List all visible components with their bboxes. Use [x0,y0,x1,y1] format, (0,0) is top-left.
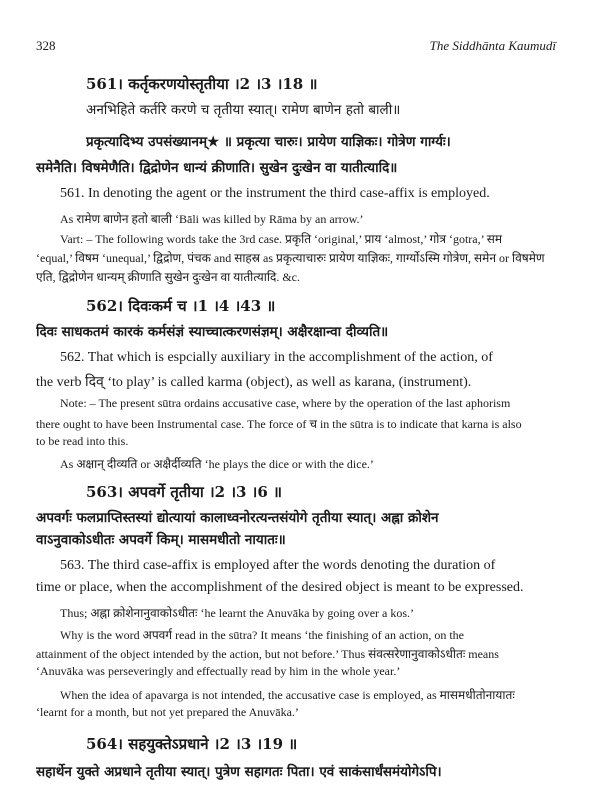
vartika-line: समेनैति। विषमेणैति। द्विद्रोणेन धान्यं क्रीणाति। सुखेन दुःखेन वा यातीत्यादि॥ [36,160,398,176]
translation-line: Note: – The present sūtra ordains accusative case, where by the operation of the last aphorism [60,396,511,410]
sutra-commentary-line: सहार्थेन युक्ते अप्रधाने तृतीया स्यात्। पुत्रेण सहागतः पिता। एवं साकंसार्धंसमंयोगेऽपि। [36,764,442,780]
running-header [36,38,556,56]
translation-line: 563. The third case-affix is employed after the words denoting the duration of [60,558,496,573]
translation-line: ‘Anuvāka was perseveringly and effectually read by him in the whole year.’ [36,664,401,678]
translation-line: ‘learnt for a month, but not yet prepared the Anuvāka.’ [36,705,299,719]
translation-line: Thus; अह्ना क्रोशेनानुवाकोऽधीतः ‘he learnt the Anuvāka by going over a kos.’ [60,606,415,620]
translation-line: 562. That which is espcially auxiliary in the accomplishment of the action, of [60,350,493,365]
sutra-commentary-line: वाऽनुवाकोऽधीतः अपवर्गे किम्। मासमधीतो नायातः॥ [36,532,286,548]
book-title: The Siddhānta Kaumudī [429,38,556,53]
sutra-commentary-line: अनभिहिते कर्तरि करणे च तृतीया स्यात्। रामेण बाणेन हतो बाली॥ [86,102,401,118]
translation-line: time or place, when the accomplishment of the desired object is meant to be expressed. [36,580,524,595]
sutra-commentary-line: दिवः साधकतमं कारकं कर्मसंज्ञं स्याच्चात्करणसंज्ञम्। अक्षैरक्षान्वा दीव्यति॥ [36,324,389,340]
sutra-heading-564: 564। सहयुक्तेऽप्रधाने ।2 ।3 ।19 ॥ [86,735,298,753]
translation-line: Why is the word अपवर्ग read in the sūtra? It means ‘the finishing of an action, on the [60,628,464,642]
page-number: 328 [36,38,56,53]
sutra-commentary-line: अपवर्गः फलप्राप्तिस्तस्यां द्योत्यायां कालाध्वनोरत्यन्तसंयोगे तृतीया स्यात्। अह्ना क्रोशेन [36,510,439,526]
translation-line: As रामेण बाणेन हतो बाली ‘Bāli was killed by Rāma by an arrow.’ [60,212,364,226]
translation-line: When the idea of apavarga is not intended, the accusative case is employed, as मासमधीतोनायातः [60,688,515,702]
translation-line: As अक्षान् दीव्यति or अक्षैर्दीव्यति ‘he plays the dice or with the dice.’ [60,457,374,471]
sutra-heading-562: 562। दिवःकर्म च ।1 ।4 ।43 ॥ [86,297,276,315]
translation-line: Vart: – The following words take the 3rd case. प्रकृति ‘original,’ प्राय ‘almost,’ गोत्र ‘gotra,’ सम [60,232,503,246]
translation-line: ‘equal,’ विषम ‘unequal,’ द्विद्रोण, पंचक and साहस्र as प्रकृत्याचारुः प्रायेण याज्ञिकः, गार्ग्योऽस्मि गोत्रेण, समेन or विषमेण [36,251,545,265]
vartika-line: प्रकृत्यादिभ्य उपसंख्यानम्★ ॥ प्रकृत्या चारुः। प्रायेण याज्ञिकः। गोत्रेण गार्ग्यः। [86,134,451,150]
translation-line: there ought to have been Instrumental case. The force of च in the sūtra is to indicate that karna is also [36,417,522,431]
translation-line: 561. In denoting the agent or the instrument the third case-affix is employed. [60,186,490,201]
translation-line: एति, द्विद्रोणेन धान्यम् क्रीणाति सुखेन दुःखेन वा यातीत्यादि. &c. [36,270,300,284]
sutra-heading-561: 561। कर्तृकरणयोस्तृतीया ।2 ।3 ।18 ॥ [86,75,318,93]
translation-line: to be read into this. [36,434,129,448]
sutra-heading-563: 563। अपवर्गे तृतीया ।2 ।3 ।6 ॥ [86,483,283,501]
translation-line: attainment of the object intended by the action, but not before.’ Thus संवत्सरेणानुवाकोऽधीतः means [36,647,499,661]
translation-line: the verb दिव् ‘to play’ is called karma (object), as well as karana, (instrument). [36,375,472,390]
